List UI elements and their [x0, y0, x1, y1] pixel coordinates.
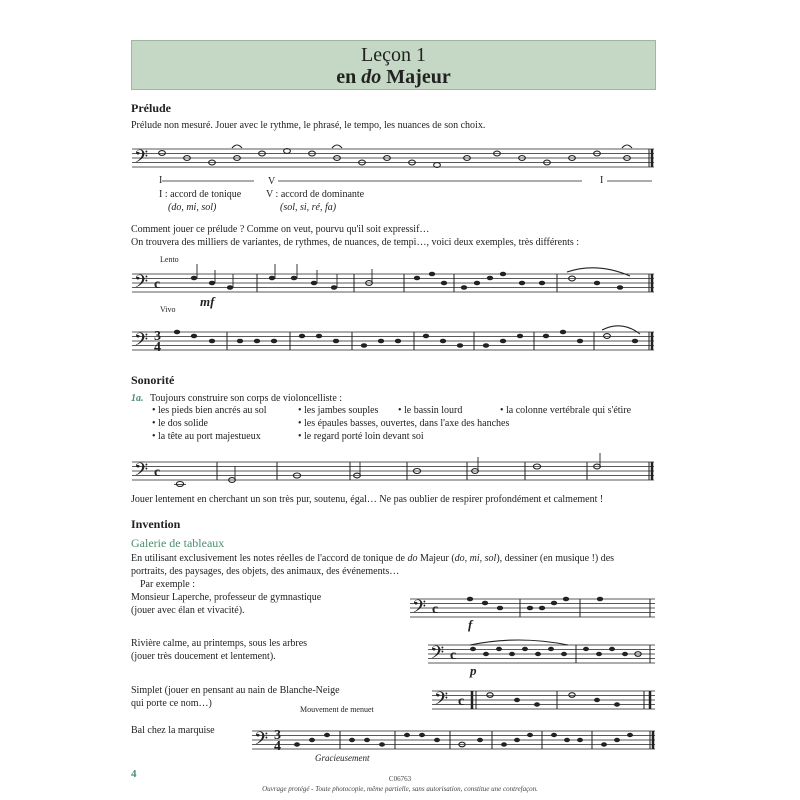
svg-text:3: 3: [154, 329, 161, 344]
bullet-5: • le dos solide: [152, 418, 208, 429]
tempo-lento: Lento: [160, 255, 179, 264]
dynamic-mf: mf: [200, 294, 215, 309]
tempo-vivo: Vivo: [160, 305, 176, 314]
bass-clef-icon: 𝄢: [254, 729, 269, 754]
example-4-title: Bal chez la marquise: [131, 725, 215, 736]
invention-heading: Invention: [131, 517, 181, 531]
legend-dominant-notes: (sol, si, ré, fa): [280, 202, 337, 213]
example-2-title: Rivière calme, au printemps, sous les arbres: [131, 638, 308, 649]
sonorite-advice: Jouer lentement en cherchant un son très pur, soutenu, égal… Ne pas oublier de respirer profondément et calmement !: [131, 494, 604, 505]
example-4-staff: [252, 727, 655, 755]
bullet-2: • les jambes souples: [298, 405, 379, 416]
sonorite-heading: Sonorité: [131, 373, 175, 387]
bass-clef-icon: 𝄢: [134, 460, 149, 485]
dynamic-p: p: [470, 663, 477, 678]
svg-text:c: c: [450, 648, 457, 663]
footer-copyright: Ouvrage protégé - Toute photocopie, même partielle, sans autorisation, constitue une contrefaçon.: [262, 785, 538, 793]
example-2-staff: [428, 641, 655, 677]
svg-text:3: 3: [274, 728, 281, 743]
marker-tonic-1: I: [159, 175, 163, 186]
marker-tonic-2: I: [600, 175, 604, 186]
example-1-staff: [410, 595, 655, 631]
bullet-8: • le regard porté loin devant soi: [298, 431, 424, 442]
prelude-question: Comment jouer ce prélude ? Comme on veut, pourvu qu'il soit expressif…: [131, 224, 430, 235]
lesson-title-banner: [131, 40, 656, 90]
bass-clef-icon: 𝄢: [412, 597, 427, 622]
svg-text:4: 4: [154, 340, 161, 355]
legend-tonic-notes: (do, mi, sol): [168, 202, 217, 213]
example-3-title: Simplet (jouer en pensant au nain de Blanche-Neige: [131, 685, 340, 696]
invention-intro-line2: portraits, des paysages, des objets, des animaux, des événements…: [131, 566, 400, 577]
bass-clef-icon: 𝄢: [434, 689, 449, 714]
bullet-6: • les épaules basses, ouvertes, dans l'axe des hanches: [298, 418, 510, 429]
expression-gracieusement: Gracieusement: [315, 753, 370, 763]
bullet-7: • la tête au port majestueux: [152, 431, 261, 442]
sonorite-intro: Toujours construire son corps de violoncelliste :: [150, 393, 343, 404]
svg-text:4: 4: [274, 739, 281, 754]
prelude-staff: [132, 145, 654, 175]
vivo-staff: [132, 328, 654, 358]
prelude-heading: Prélude: [131, 101, 171, 115]
legend-tonic: I : accord de tonique: [159, 189, 242, 200]
lesson-title: Leçon 1: [361, 44, 426, 66]
dynamic-f: f: [468, 617, 473, 632]
example-2-hint: (jouer très doucement et lentement).: [131, 651, 276, 662]
svg-text:c: c: [154, 465, 161, 480]
page-number: 4: [131, 768, 137, 780]
bass-clef-icon: 𝄢: [430, 643, 445, 668]
tempo-menuet: Mouvement de menuet: [300, 705, 374, 714]
bass-clef-icon: 𝄢: [134, 330, 149, 355]
example-1-hint: (jouer avec élan et vivacité).: [131, 605, 245, 616]
sonorite-staff: [132, 458, 654, 488]
prelude-instructions: Prélude non mesuré. Jouer avec le rythme, le phrasé, le tempo, les nuances de son choix.: [131, 120, 486, 131]
svg-text:c: c: [432, 602, 439, 617]
bullet-3: • le bassin lourd: [398, 405, 463, 416]
bass-clef-icon: 𝄢: [134, 272, 149, 297]
prelude-variants: On trouvera des milliers de variantes, de rythmes, de nuances, de tempi…, voici deux exemples, très différents :: [131, 237, 580, 248]
lento-staff: [132, 270, 654, 310]
example-label: Par exemple :: [140, 579, 195, 590]
exercise-number: 1a.: [131, 393, 144, 404]
lesson-key: en do Majeur: [336, 66, 451, 88]
example-3-staff: [432, 687, 655, 715]
invention-intro-line1: En utilisant exclusivement les notes réelles de l'accord de tonique de do Majeur (do, mi, sol), dessiner (en musique !) des: [131, 553, 615, 564]
svg-text:c: c: [458, 694, 465, 709]
prelude-notes: [159, 145, 632, 167]
example-3-hint: qui porte ce nom…): [131, 698, 212, 709]
bullet-1: • les pieds bien ancrés au sol: [152, 405, 267, 416]
legend-dominant: V : accord de dominante: [266, 189, 365, 200]
bullet-4: • la colonne vertébrale qui s'étire: [500, 405, 632, 416]
example-1-title: Monsieur Laperche, professeur de gymnastique: [131, 592, 322, 603]
bass-clef-icon: 𝄢: [134, 147, 149, 172]
marker-dominant: V: [268, 176, 276, 187]
svg-text:c: c: [154, 277, 161, 292]
footer-code: C06763: [388, 775, 412, 783]
invention-subheading: Galerie de tableaux: [131, 536, 225, 550]
